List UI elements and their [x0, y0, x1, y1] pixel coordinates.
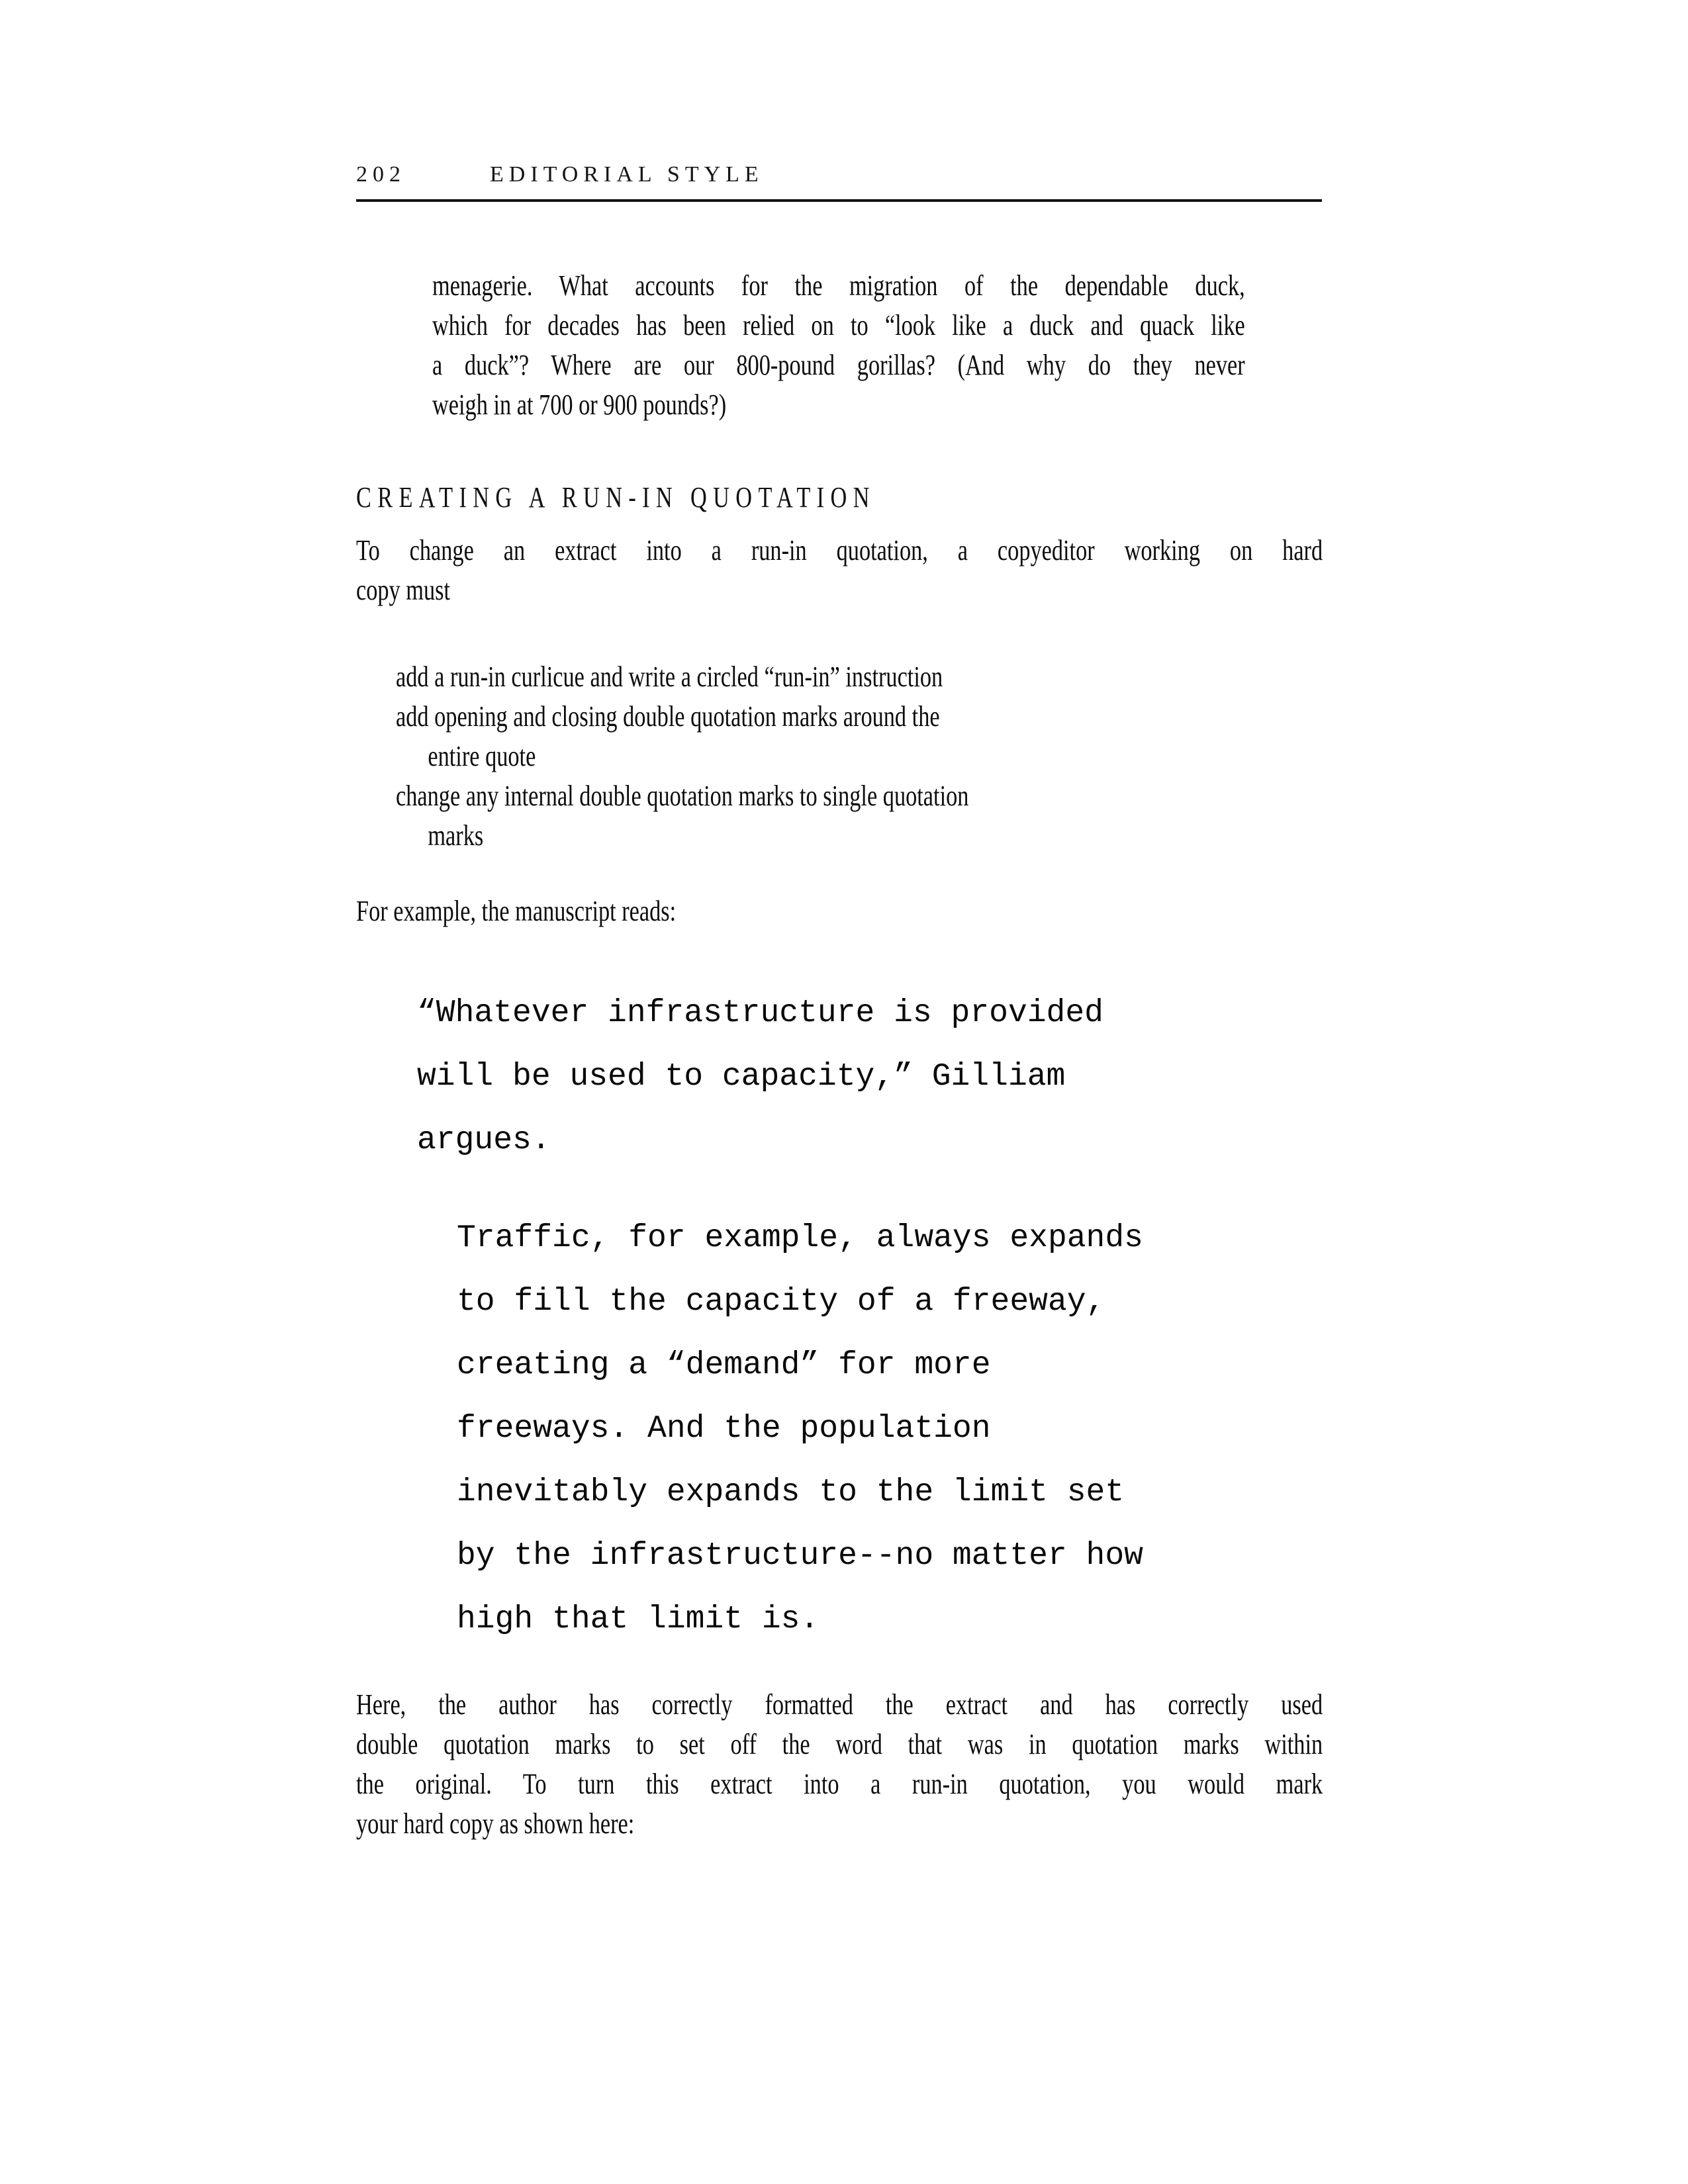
- text-line: argues.: [417, 1122, 551, 1158]
- example-lead-paragraph: For example, the manuscript reads:: [356, 895, 677, 927]
- text-line: freeways. And the population: [457, 1411, 991, 1447]
- text-line: Here, the author has correctly formatted the extract and has correctly used: [356, 1688, 1323, 1721]
- text-line: add opening and closing double quotation marks around the: [396, 700, 940, 733]
- text-line: inevitably expands to the limit set: [457, 1475, 1125, 1510]
- running-head: EDITORIAL STYLE: [490, 162, 764, 187]
- text-line: weigh in at 700 or 900 pounds?): [432, 388, 727, 421]
- text-line: a duck”? Where are our 800-pound gorillas? (And why do they never: [432, 349, 1245, 381]
- text-line: To change an extract into a run-in quotation, a copyeditor working on hard: [356, 534, 1323, 567]
- text-line: change any internal double quotation marks to single quotation: [396, 780, 969, 812]
- section-heading: CREATING A RUN-IN QUOTATION: [356, 481, 876, 514]
- text-line: which for decades has been relied on to “look like a duck and quack like: [432, 309, 1245, 341]
- manuscript-extract-block-2: [457, 1206, 1143, 1651]
- text-line: will be used to capacity,” Gilliam: [417, 1059, 1066, 1095]
- text-line: your hard copy as shown here:: [356, 1807, 635, 1840]
- text-line: Traffic, for example, always expands: [457, 1220, 1143, 1256]
- text-line: creating a “demand” for more: [457, 1347, 991, 1383]
- text-line: copy must: [356, 574, 451, 606]
- text-line: add a run-in curlicue and write a circled “run-in” instruction: [396, 660, 943, 693]
- text-line: “Whatever infrastructure is provided: [417, 995, 1103, 1031]
- text-line: high that limit is.: [457, 1602, 820, 1637]
- page-number: 202: [356, 162, 406, 187]
- intro-paragraph: [356, 531, 1323, 610]
- closing-paragraph: [356, 1685, 1323, 1844]
- text-line: double quotation marks to set off the word that was in quotation marks within: [356, 1728, 1323, 1760]
- instruction-list: [396, 657, 1325, 856]
- text-line: the original. To turn this extract into a run-in quotation, you would mark: [356, 1768, 1323, 1800]
- extract-paragraph: [432, 266, 1245, 425]
- text-line: to fill the capacity of a freeway,: [457, 1284, 1105, 1320]
- header-rule: [356, 199, 1322, 202]
- text-line: menagerie. What accounts for the migration of the dependable duck,: [432, 269, 1245, 302]
- text-line: marks: [428, 819, 484, 852]
- text-line: entire quote: [428, 740, 536, 772]
- manuscript-extract-block-1: [417, 981, 1103, 1172]
- text-line: by the infrastructure--no matter how: [457, 1538, 1143, 1574]
